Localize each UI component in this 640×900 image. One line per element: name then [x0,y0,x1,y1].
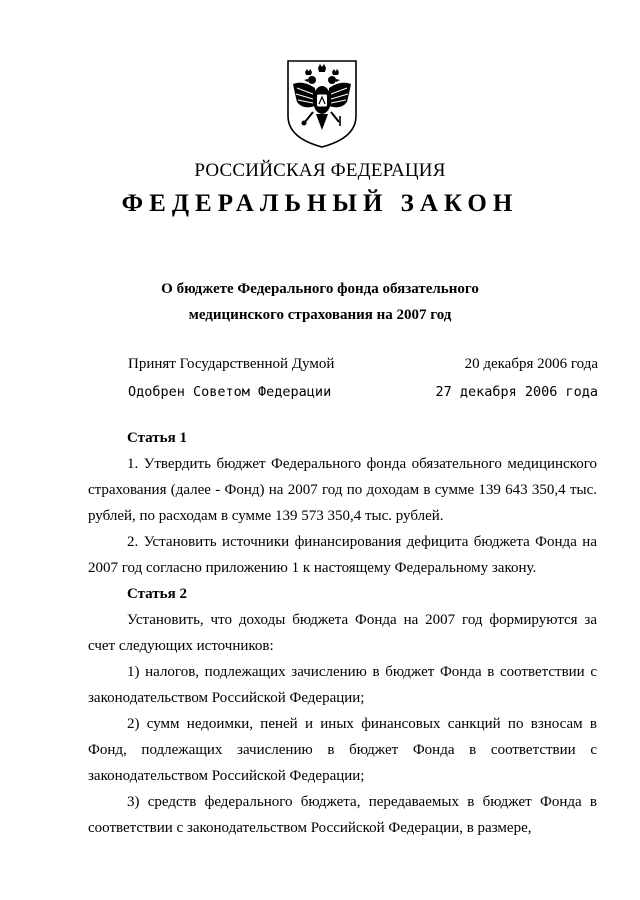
law-subject-line-1: О бюджете Федерального фонда обязательного [161,281,479,297]
article-1-heading: Статья 1 [127,430,187,446]
article-1-paragraph-1: 1. Утвердить бюджет Федерального фонда обязательного медицинского страхования (далее - Фонд) на 2007 год по доходам в сумме 139 643 350,4 тыс. рублей, по расходам в сумме 139 573 350,4 тыс. рублей. [88,456,597,524]
article-2-paragraph-1: Установить, что доходы бюджета Фонда на 2007 год формируются за счет следующих источников: [88,612,597,654]
law-body [88,425,597,841]
double-headed-eagle-emblem-icon [285,58,359,150]
council-approval-date: 27 декабря 2006 года [435,384,598,400]
adoption-duma-row [128,356,598,376]
council-approval-label: Одобрен Советом Федерации [128,384,332,400]
article-1-paragraph-2: 2. Установить источники финансирования дефицита бюджета Фонда на 2007 год согласно приложению 1 к настоящему Федеральному закону. [88,534,597,576]
duma-adoption-date: 20 декабря 2006 года [464,356,598,372]
law-subject [0,276,640,328]
country-name: РОССИЙСКАЯ ФЕДЕРАЦИЯ [194,160,446,181]
duma-adoption-label: Принят Государственной Думой [128,356,335,372]
law-type-title: ФЕДЕРАЛЬНЫЙ ЗАКОН [121,190,519,217]
law-subject-line-2: медицинского страхования на 2007 год [188,307,452,323]
article-2-paragraph-2: 1) налогов, подлежащих зачислению в бюджет Фонда в соответствии с законодательством Российской Федерации; [88,664,597,706]
article-2-heading: Статья 2 [127,586,187,602]
article-2-paragraph-3: 2) сумм недоимки, пеней и иных финансовых санкций по взносам в Фонд, подлежащих зачислению в бюджет Фонда в соответствии с законодательством Российской Федерации; [88,716,597,784]
article-2-paragraph-4: 3) средств федерального бюджета, передаваемых в бюджет Фонда в соответствии с законодательством Российской Федерации, в размере, [88,794,597,836]
adoption-council-row [128,384,598,404]
